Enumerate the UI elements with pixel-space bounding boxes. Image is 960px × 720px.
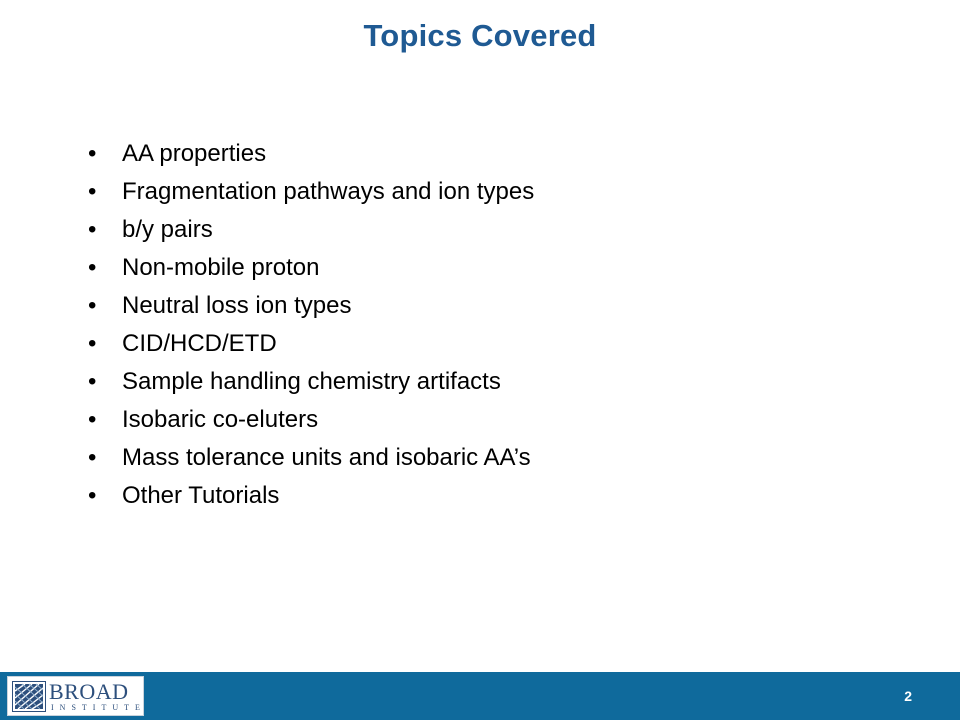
broad-logo-mark-icon — [12, 681, 46, 712]
list-item-text: Isobaric co-eluters — [122, 406, 319, 433]
list-item-text: Sample handling chemistry artifacts — [122, 368, 501, 395]
footer-bar — [0, 672, 960, 720]
list-item-text: CID/HCD/ETD — [122, 330, 277, 357]
list-item — [88, 325, 534, 363]
topics-list — [88, 135, 534, 515]
bullet-icon: • — [88, 330, 97, 357]
bullet-icon: • — [88, 216, 97, 243]
list-item — [88, 249, 534, 287]
bullet-icon: • — [88, 178, 97, 205]
list-item-text: Fragmentation pathways and ion types — [122, 178, 535, 205]
bullet-icon: • — [88, 444, 97, 471]
list-item — [88, 287, 534, 325]
list-item-text: Neutral loss ion types — [122, 292, 352, 319]
logo-wordmark: BROAD — [49, 679, 129, 704]
list-item — [88, 363, 534, 401]
list-item — [88, 401, 534, 439]
list-item-text: AA properties — [122, 140, 267, 167]
logo-subtitle: INSTITUTE — [51, 703, 146, 712]
list-item-text: Non-mobile proton — [122, 254, 320, 281]
bullet-icon: • — [88, 140, 97, 167]
bullet-icon: • — [88, 406, 97, 433]
list-item — [88, 135, 534, 173]
list-item-text: Mass tolerance units and isobaric AA’s — [122, 444, 531, 471]
bullet-icon: • — [88, 368, 97, 395]
list-item — [88, 477, 534, 515]
list-item — [88, 211, 534, 249]
list-item-text: b/y pairs — [122, 216, 213, 243]
list-item — [88, 439, 534, 477]
bullet-icon: • — [88, 292, 97, 319]
slide-title: Topics Covered — [363, 18, 597, 53]
list-item-text: Other Tutorials — [122, 482, 280, 509]
page-number: 2 — [904, 688, 912, 704]
bullet-icon: • — [88, 254, 97, 281]
broad-institute-logo — [7, 676, 144, 716]
bullet-icon: • — [88, 482, 97, 509]
list-item — [88, 173, 534, 211]
